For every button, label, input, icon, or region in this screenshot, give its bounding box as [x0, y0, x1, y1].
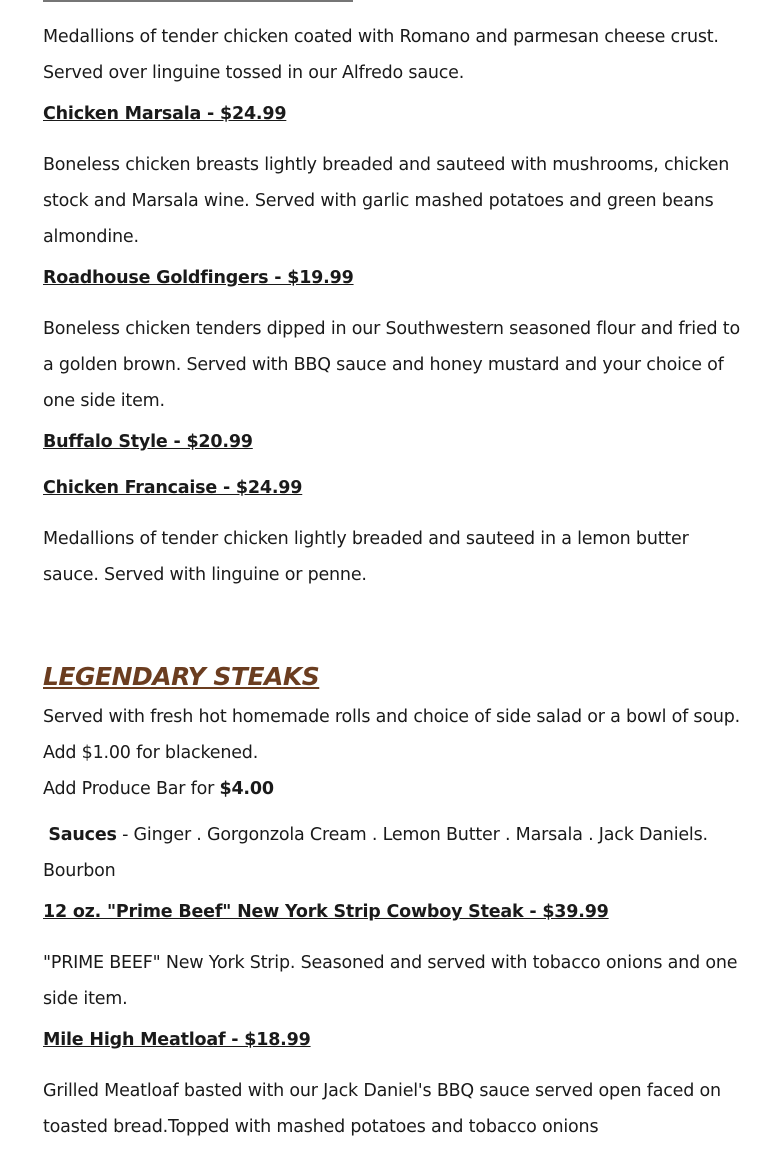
item-description: Boneless chicken tenders dipped in our Southwestern seasoned flour and fried to a golden brown. Served with BBQ sauce and honey mustard and your choice of one side item. — [43, 319, 740, 411]
menu-item-title: Mile High Meatloaf - $18.99 — [43, 1030, 311, 1050]
sauces-list: - Ginger . Gorgonzola Cream . Lemon Butter . Marsala . Jack Daniels. Bourbon — [43, 825, 708, 881]
sauces-line — [43, 817, 748, 889]
produce-bar-price: $4.00 — [219, 779, 274, 799]
menu-item-title: Buffalo Style - $20.99 — [43, 432, 253, 452]
item-description: Grilled Meatloaf basted with our Jack Daniel's BBQ sauce served open faced on toasted bread.Topped with mashed potatoes and tobacco onions — [43, 1081, 721, 1137]
section-intro: Served with fresh hot homemade rolls and choice of side salad or a bowl of soup. Add $1.00 for blackened. — [43, 707, 741, 763]
menu-content — [43, 19, 748, 1155]
section-spacer — [43, 603, 748, 661]
produce-bar-text: Add Produce Bar for — [43, 779, 220, 799]
menu-item-title: 12 oz. "Prime Beef" New York Strip Cowboy Steak - $39.99 — [43, 902, 609, 922]
cut-off-previous-line — [43, 0, 363, 4]
item-description: Boneless chicken breasts lightly breaded and sauteed with mushrooms, chicken stock and Marsala wine. Served with garlic mashed potatoes and green beans almondine. — [43, 155, 730, 247]
item-description: Medallions of tender chicken coated with Romano and parmesan cheese crust. Served over linguine tossed in our Alfredo sauce. — [43, 27, 719, 83]
section-heading: LEGENDARY STEAKS — [43, 662, 320, 691]
menu-item-title: Roadhouse Goldfingers - $19.99 — [43, 268, 354, 288]
produce-bar-line — [43, 771, 748, 807]
item-description: "PRIME BEEF" New York Strip. Seasoned and served with tobacco onions and one side item. — [43, 953, 738, 1009]
item-description: Medallions of tender chicken lightly breaded and sauteed in a lemon butter sauce. Served with linguine or penne. — [43, 529, 689, 585]
menu-item-title: Chicken Marsala - $24.99 — [43, 104, 287, 124]
sauces-label: Sauces — [48, 825, 117, 845]
menu-item-title: Chicken Francaise - $24.99 — [43, 478, 303, 498]
